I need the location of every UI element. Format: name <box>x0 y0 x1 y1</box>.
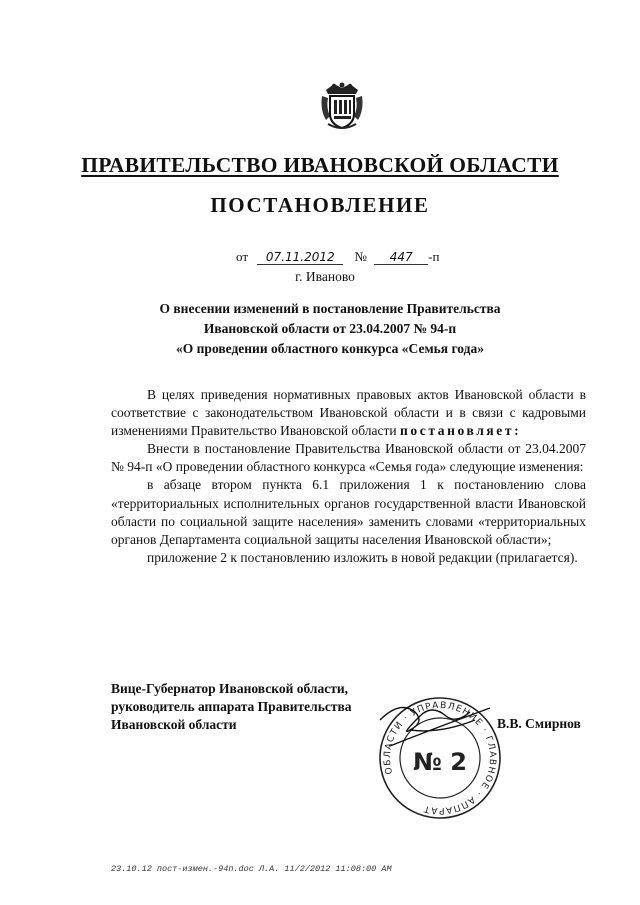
subject-heading <box>0 299 640 359</box>
stamp-ring-text: ОБЛАСТИ · УПРАВЛЕНИЕ · ГЛАВНОЕ · АППАРАТ <box>382 700 498 816</box>
signer-line: Вице-Губернатор Ивановской области, <box>111 681 348 696</box>
number-value: 447 <box>374 250 428 265</box>
document-body <box>111 386 586 567</box>
coat-of-arms-icon <box>320 80 364 132</box>
number-suffix: -п <box>428 249 440 264</box>
subject-line: «О проведении областного конкурса «Семья года» <box>176 341 484 356</box>
subject-line: Ивановской области от 23.04.2007 № 94-п <box>203 321 457 336</box>
number-label: № <box>354 249 367 264</box>
resolves-word: постановляет: <box>400 423 522 439</box>
signer-line: Ивановской области <box>111 717 237 732</box>
official-stamp <box>370 690 510 825</box>
date-prefix: от <box>236 249 249 264</box>
signer-name: В.В. Смирнов <box>497 716 581 731</box>
footer-file-info: 23.10.12 пост-измен.-94п.doc Л.А. 11/2/2012 11:08:00 AM <box>111 864 392 874</box>
body-paragraph: в абзаце втором пункта 6.1 приложения 1 к постановлению слова «территориальных исполнительных органов государственной власти Ивановской области по социальной защите населения» заменить словами «территориальных органов Департамента социальной защиты населения Ивановской области»; <box>111 477 586 547</box>
signer-line: руководитель аппарата Правительства <box>111 699 352 714</box>
document-type: ПОСТАНОВЛЕНИЕ <box>210 193 430 217</box>
government-title: ПРАВИТЕЛЬСТВО ИВАНОВСКОЙ ОБЛАСТИ <box>81 153 559 177</box>
subject-line: О внесении изменений в постановление Правительства <box>159 301 501 316</box>
date-value: 07.11.2012 <box>257 250 343 265</box>
body-paragraph: приложение 2 к постановлению изложить в новой редакции (прилагается). <box>147 549 578 565</box>
signer-title <box>111 680 352 734</box>
stamp-center-text: № 2 <box>413 748 467 776</box>
date-number-line <box>236 249 439 265</box>
city: г. Иваново <box>295 269 355 284</box>
body-paragraph: В целях приведения нормативных правовых актов Ивановской области в соответствие с законодательством Ивановской области и в связи с кадровыми изменениями Правительство Ивановской области постановляет: <box>111 387 586 439</box>
body-paragraph: Внести в постановление Правительства Ивановской области от 23.04.2007 № 94-п «О проведении областного конкурса «Семья года» следующие изменения: <box>111 441 586 475</box>
